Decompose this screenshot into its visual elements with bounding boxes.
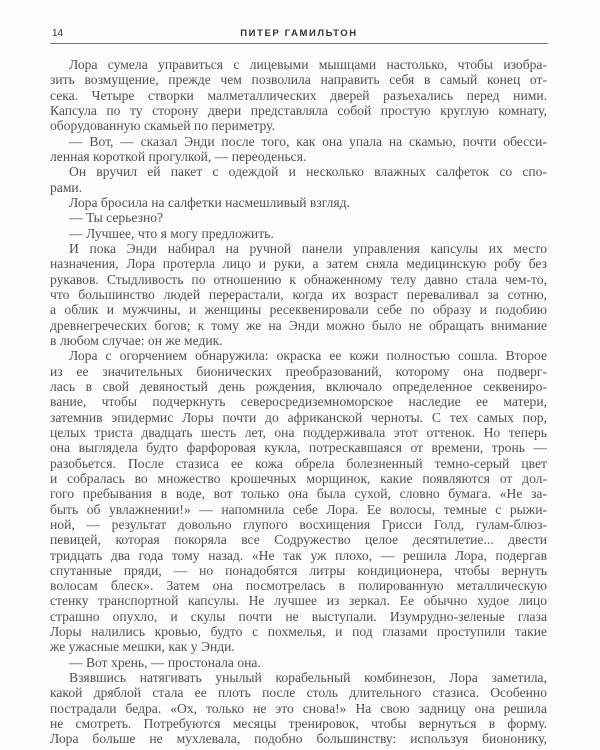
paragraph [50, 655, 547, 670]
text-line: Лоры налились кровью, будто с похмелья, и под глазами проступили такие [50, 624, 547, 640]
text-line: И пока Энди набирал на ручной панели управления капсулы их место [69, 240, 547, 256]
text-line: гого пребывания в воде, вот только она была сухой, словно бумага. «Не за- [50, 486, 547, 502]
text-line: оборудованную скамьей по периметру. [50, 118, 275, 134]
text-line: а облик и мужчины, и женщины ресеквенировали себе по образу и подобию [50, 302, 547, 318]
page-header [50, 26, 548, 44]
text-line: пострадали бедра. «Ох, только не это снова!» На свою задницу она решила [50, 700, 547, 716]
paragraph [50, 670, 547, 747]
paragraph [50, 348, 547, 655]
paragraph [50, 195, 547, 210]
text-line: Лора больше не мухлевала, подобно большинству: используя биононику, [50, 731, 547, 747]
text-line: разобьется. После стазиса ее кожа обрела болезненный темно-серый цвет [50, 455, 547, 471]
text-line: страшно опухло, и скулы почти не выступали. Изумрудно-зеленые глаза [50, 608, 547, 624]
text-line: же ужасные мешки, как у Энди. [50, 639, 235, 655]
text-line: рукавов. Стыдливость по отношению к обнаженному телу давно стала чем-то, [50, 271, 547, 287]
text-line: что большинство людей перерастали, когда их возраст переваливал за сотню, [50, 286, 547, 302]
text-line: ленная короткой прогулкой, — переоденься. [50, 148, 307, 164]
text-line: зить возмущение, прежде чем позволила направить себя в самый конец от- [50, 72, 547, 88]
text-line: Взявшись натягивать унылый корабельный комбинезон, Лора заметила, [69, 670, 547, 686]
text-line: какой дряблой стала ее плоть после столь длительного стазиса. Особенно [50, 685, 547, 701]
text-line: певицей, которая покоряла все Содружество целое десятилетие... двести [50, 532, 547, 548]
paragraph [50, 241, 547, 348]
text-line: Лора сумела управиться с лицевыми мышцами настолько, чтобы изобра- [69, 57, 547, 72]
text-line: — Вот хрень, — простонала она. [69, 654, 261, 670]
text-line: вание, чтобы подчеркнуть северосредиземноморское наследие ее матери, [50, 394, 547, 410]
paragraph [50, 210, 547, 225]
text-line: Он вручил ей пакет с одеждой и несколько влажных салфеток со спо- [69, 164, 547, 180]
text-line: она выглядела будто фарфоровая кукла, потрескавшаяся от времени, тронь — [50, 440, 547, 456]
paragraph [50, 164, 547, 195]
text-line: лась в свой девяностый день рождения, включало определенное секвениро- [50, 378, 547, 394]
text-line: тридцать два года тому назад. «Не так уж плохо, — решила Лора, подергав [50, 547, 547, 563]
text-line: целых триста двадцать шесть лет, она поддерживала этот оттенок. Но теперь [50, 424, 547, 440]
page-number: 14 [52, 28, 64, 39]
text-line: в любом случае: он же медик. [50, 332, 223, 348]
running-title: ПИТЕР ГАМИЛЬТОН [240, 28, 358, 39]
text-line: быть об увлажнении!» — напомнила себе Лора. Ее волосы, темные с рыжи- [50, 501, 547, 517]
text-line: рами. [50, 179, 83, 195]
paragraph [50, 226, 547, 241]
text-line: и собралась во множество крошечных морщинок, какие появляются от дол- [50, 470, 547, 486]
text-line: из ее значительных бионических преобразований, которому она подверг- [50, 363, 547, 379]
text-line: — Лучшее, что я могу предложить. [69, 225, 274, 241]
text-line: волосам блеск». Затем она посмотрелась в полированную металлическую [50, 578, 547, 594]
text-line: спутанные пряди, — но понадобятся литры кондиционера, чтобы вернуть [50, 562, 547, 578]
text-line: затемнив эпидермис Лоры почти до африканской черноты. С тех самых пор, [50, 409, 547, 425]
body-text [50, 57, 547, 747]
text-line: ной, — результат довольно глупого восхищения Грисси Голд, гулам-блюз- [50, 516, 547, 532]
text-line: назначения, Лора протерла лицо и руки, а затем сняла медицинскую робу без [50, 256, 547, 272]
text-line: Лора бросила на салфетки насмешливый взгляд. [69, 194, 350, 210]
paragraph [50, 134, 547, 165]
text-line: — Вот, — сказал Энди после того, как она упала на скамью, почти обесси- [69, 133, 547, 149]
text-line: — Ты серьезно? [69, 210, 164, 226]
text-line: Лора с огорчением обнаружила: окраска ее кожи полностью сошла. Второе [69, 348, 547, 364]
text-line: древнегреческих богов; к тому же на Энди можно было не обращать внимание [50, 317, 547, 333]
text-line: не смотреть. Потребуются месяцы тренировок, чтобы вернуться в форму. [50, 716, 547, 732]
paragraph [50, 57, 547, 134]
text-line: Капсула по ту сторону двери представляла собой простую круглую комнату, [50, 102, 547, 118]
text-line: стенку транспортной капсулы. Не лучшее из зеркал. Ее обычно худое лицо [50, 593, 547, 609]
text-line: сека. Четыре створки малметаллических дверей разъехались перед ними. [50, 87, 547, 103]
